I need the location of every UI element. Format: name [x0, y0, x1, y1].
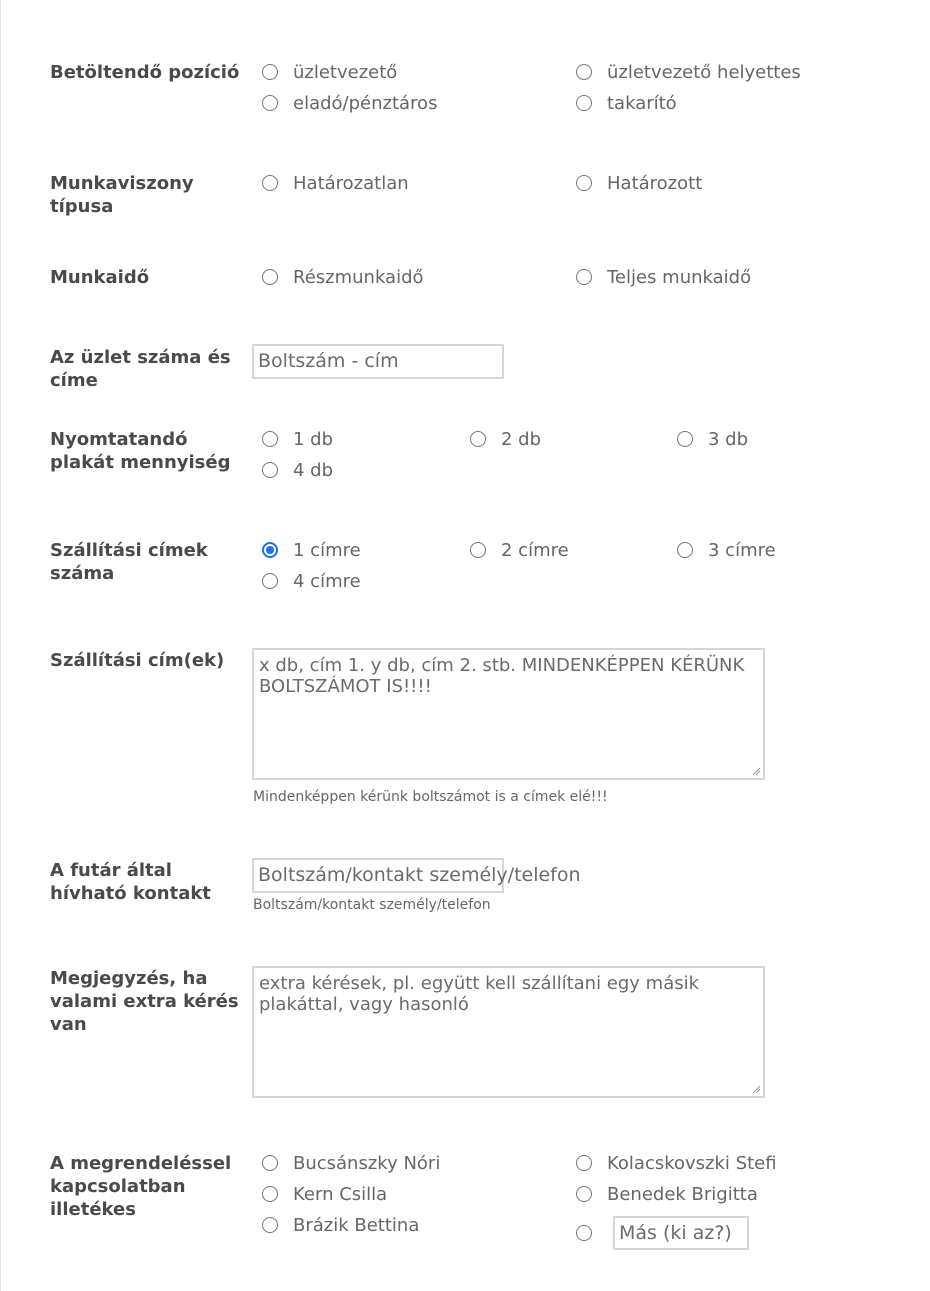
radio-label: Kern Csilla — [293, 1183, 388, 1205]
radio-option-resp-4[interactable] — [262, 1214, 419, 1236]
radio-option-resp-1[interactable] — [576, 1152, 777, 1174]
poster-qty-label: Nyomtatandó plakát mennyiség — [50, 429, 231, 473]
radio-option-addr-2[interactable] — [677, 539, 776, 561]
radio-button[interactable] — [576, 1186, 592, 1202]
radio-label: takarító — [607, 92, 677, 114]
radio-label: 4 címre — [293, 570, 361, 592]
radio-option-qty-0[interactable] — [262, 428, 333, 450]
radio-option-resp-0[interactable] — [262, 1152, 440, 1174]
radio-option-position-0[interactable] — [262, 61, 397, 83]
radio-label: 3 címre — [708, 539, 776, 561]
radio-label: Részmunkaidő — [293, 266, 424, 288]
radio-label: 2 címre — [501, 539, 569, 561]
radio-button[interactable] — [576, 175, 592, 191]
radio-option-qty-3[interactable] — [262, 459, 333, 481]
radio-button[interactable] — [576, 269, 592, 285]
radio-button[interactable] — [470, 431, 486, 447]
addresses-textarea[interactable] — [252, 648, 765, 780]
note-label: Megjegyzés, ha valami extra kérés van — [50, 968, 239, 1035]
radio-label: Teljes munkaidő — [607, 266, 752, 288]
radio-label: üzletvezető helyettes — [607, 61, 801, 83]
radio-option-resp-other[interactable] — [576, 1222, 592, 1244]
radio-option-addr-1[interactable] — [470, 539, 569, 561]
radio-label: Határozott — [607, 172, 703, 194]
radio-option-position-2[interactable] — [262, 92, 437, 114]
radio-label: 4 db — [293, 459, 334, 481]
radio-label: 1 címre — [293, 539, 361, 561]
radio-label: Benedek Brigitta — [607, 1183, 758, 1205]
radio-label: Kolacskovszki Stefi — [607, 1152, 777, 1174]
radio-option-resp-2[interactable] — [262, 1183, 387, 1205]
radio-label: Határozatlan — [293, 172, 409, 194]
radio-button[interactable] — [262, 1217, 278, 1233]
radio-label: üzletvezető — [293, 61, 398, 83]
radio-option-position-1[interactable] — [576, 61, 801, 83]
radio-label: 1 db — [293, 428, 334, 450]
resize-handle-icon[interactable] — [751, 1084, 761, 1094]
radio-label: 2 db — [501, 428, 542, 450]
radio-button[interactable] — [262, 1186, 278, 1202]
radio-option-qty-1[interactable] — [470, 428, 541, 450]
employment-type-label: Munkaviszony típusa — [50, 173, 194, 217]
radio-option-working-time-1[interactable] — [576, 266, 751, 288]
radio-button[interactable] — [677, 431, 693, 447]
responsible-label: A megrendeléssel kapcsolatban illetékes — [50, 1153, 232, 1220]
radio-button[interactable] — [576, 1155, 592, 1171]
radio-option-addr-0[interactable] — [262, 539, 361, 561]
radio-label: Bucsánszky Nóri — [293, 1152, 441, 1174]
textarea-placeholder: extra kérések, pl. együtt kell szállítani egy másik plakáttal, vagy hasonló — [259, 973, 700, 1015]
page-left-border — [0, 0, 1, 1291]
radio-option-resp-3[interactable] — [576, 1183, 758, 1205]
radio-option-position-3[interactable] — [576, 92, 677, 114]
radio-button[interactable] — [262, 573, 278, 589]
radio-button[interactable] — [677, 542, 693, 558]
courier-contact-hint: Boltszám/kontakt személy/telefon — [253, 897, 491, 913]
store-label: Az üzlet száma és címe — [50, 347, 231, 391]
radio-button[interactable] — [576, 1225, 592, 1241]
addresses-hint: Mindenképpen kérünk boltszámot is a címek elé!!! — [253, 789, 608, 805]
radio-label: eladó/pénztáros — [293, 92, 438, 114]
position-label: Betöltendő pozíció — [50, 62, 240, 83]
radio-option-employment-1[interactable] — [576, 172, 702, 194]
note-textarea[interactable] — [252, 966, 765, 1098]
working-time-label: Munkaidő — [50, 267, 150, 288]
radio-button[interactable] — [262, 175, 278, 191]
address-count-label: Szállítási címek száma — [50, 540, 208, 584]
radio-button[interactable] — [262, 64, 278, 80]
radio-button-selected[interactable] — [262, 542, 278, 558]
radio-option-employment-0[interactable] — [262, 172, 409, 194]
radio-button[interactable] — [262, 431, 278, 447]
radio-button[interactable] — [262, 462, 278, 478]
other-person-input[interactable]: Más (ki az?) — [613, 1216, 749, 1250]
radio-button[interactable] — [262, 269, 278, 285]
courier-contact-input[interactable]: Boltszám/kontakt személy/telefon — [252, 858, 504, 893]
textarea-placeholder: x db, cím 1. y db, cím 2. stb. MINDENKÉPPEN KÉRÜNK BOLTSZÁMOT IS!!!! — [259, 655, 745, 697]
radio-option-working-time-0[interactable] — [262, 266, 424, 288]
radio-button[interactable] — [470, 542, 486, 558]
radio-option-addr-3[interactable] — [262, 570, 361, 592]
courier-contact-label: A futár által hívható kontakt — [50, 860, 211, 904]
store-input[interactable]: Boltszám - cím — [252, 344, 504, 379]
radio-button[interactable] — [262, 95, 278, 111]
radio-label: Brázik Bettina — [293, 1214, 420, 1236]
resize-handle-icon[interactable] — [751, 766, 761, 776]
radio-option-qty-2[interactable] — [677, 428, 748, 450]
radio-button[interactable] — [576, 64, 592, 80]
radio-button[interactable] — [576, 95, 592, 111]
radio-label: 3 db — [708, 428, 749, 450]
addresses-label: Szállítási cím(ek) — [50, 650, 225, 671]
radio-button[interactable] — [262, 1155, 278, 1171]
